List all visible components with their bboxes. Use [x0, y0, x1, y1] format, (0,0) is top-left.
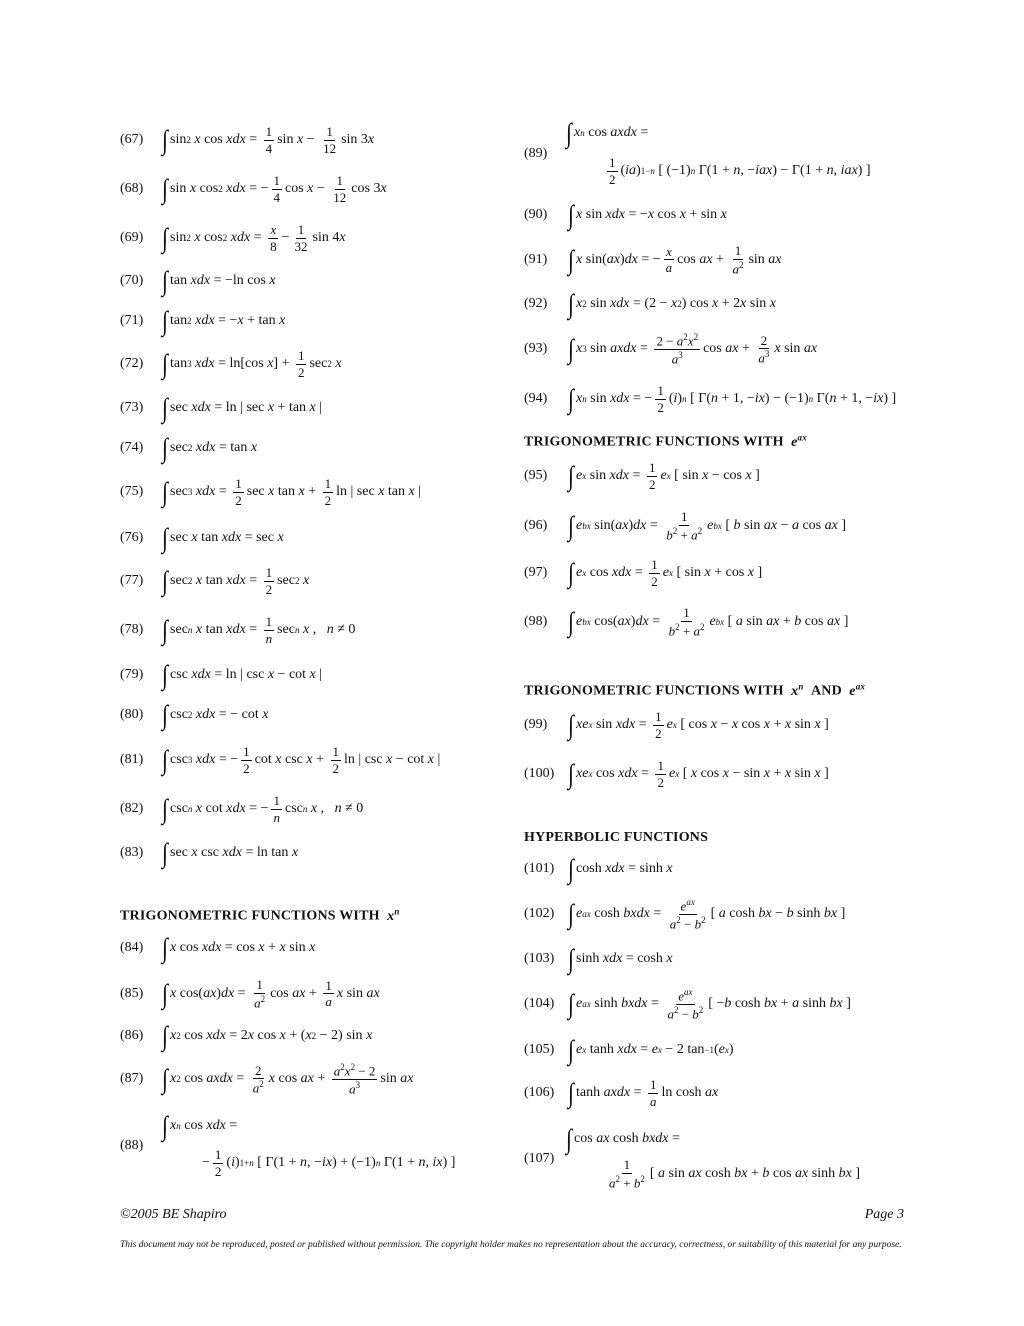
formula-99: (99) ∫ xe x sin xdx = $\frac{1}{2}$ e x [ cos x − x cos x + x sin x ]: [524, 708, 829, 741]
copyright: ©2005 BE Shapiro: [120, 1207, 227, 1222]
formula-number: (72): [120, 356, 144, 372]
formula-92: (92) ∫ x 2 sin xdx = (2 − x 2 ) cos x + 2 x sin x: [524, 287, 776, 319]
formula-89: [524, 146, 568, 162]
formula-102: (102) ∫ e ax cosh bxdx = $\frac{e^{ax}}{a^2 - b^2}$ [ a cosh bx − b sinh bx ]: [524, 897, 846, 932]
formula-85: (85) ∫ x cos( ax ) dx = $\frac{1}{a^2}$ cos ax + $\frac{1}{a}$ x sin ax: [120, 977, 380, 1010]
formula-number: (103): [524, 951, 555, 966]
formula-100: (100) ∫ xe x cos xdx = $\frac{1}{2}$ e x [ x cos x − sin x + x sin x ]: [524, 757, 829, 790]
formula-number: (71): [120, 313, 144, 328]
formula-88: [120, 1138, 162, 1154]
formula-101: (101) ∫ cosh xdx = sinh x: [524, 852, 673, 884]
formula-84: (84) ∫ x cos xdx = cos x + x sin x: [120, 931, 316, 963]
formula-number: (90): [524, 207, 548, 222]
formula-number: (102): [524, 906, 555, 922]
section-heading-trig-eax: TRIGONOMETRIC FUNCTIONS WITH $e^{ax}$: [524, 432, 807, 450]
formula-number: (88): [120, 1138, 144, 1153]
formula-88-line2: − $\frac{1}{2}$ ( i ) 1+n [ Γ(1 + n , − ix ) + (−1) n Γ(1 + n , ix ) ]: [202, 1147, 456, 1179]
formula-86: (86) ∫ x 2 cos xdx = 2 x cos x + ( x 2 − 2) sin x: [120, 1019, 373, 1051]
formula-78: (78) ∫ sec n x tan xdx = $\frac{1}{n}$ sec n x , n ≠ 0: [120, 613, 356, 646]
formula-number: (70): [120, 273, 144, 288]
formula-96: (96) ∫ e bx sin( ax ) dx = $\frac{1}{b^2 + a^2}$ e bx [ b sin ax − a cos ax ]: [524, 509, 847, 542]
formula-68: (68) ∫ sin x cos 2 xdx = − $\frac{1}{4}$ cos x − $\frac{1}{12}$ cos 3 x: [120, 172, 387, 205]
formula-105: (105) ∫ e x tanh xdx = e x − 2 tan −1 ( e x ): [524, 1033, 734, 1065]
formula-number: (75): [120, 484, 144, 500]
formula-number: (79): [120, 667, 144, 682]
formula-89-line2: $\frac{1}{2}$ ( ia ) 1−n [ (−1) n Γ(1 + n , − iax ) − Γ(1 + n , iax ) ]: [609, 155, 871, 187]
formula-90: (90) ∫ x sin xdx = − x cos x + sin x: [524, 198, 727, 230]
formula-number: (67): [120, 132, 144, 148]
formula-67: (67) ∫ sin 2 x cos xdx = $\frac{1}{4}$ sin x − $\frac{1}{12}$ sin 3 x: [120, 123, 375, 156]
formula-74: (74) ∫ sec 2 xdx = tan x: [120, 431, 258, 463]
formula-number: (69): [120, 230, 144, 246]
formula-number: (96): [524, 517, 548, 533]
formula-number: (68): [120, 181, 144, 197]
formula-106: (106) ∫ tanh axdx = $\frac{1}{a}$ ln cosh ax: [524, 1076, 719, 1109]
formula-number: (99): [524, 717, 548, 733]
formula-81: (81) ∫ csc 3 xdx = − $\frac{1}{2}$ cot x csc x + $\frac{1}{2}$ ln | csc x − cot x |: [120, 743, 441, 776]
formula-75: (75) ∫ sec 3 xdx = $\frac{1}{2}$ sec x tan x + $\frac{1}{2}$ ln | sec x tan x |: [120, 475, 422, 508]
formula-103: (103) ∫ sinh xdx = cosh x: [524, 942, 673, 974]
formula-number: (101): [524, 861, 555, 876]
formula-number: (104): [524, 996, 555, 1012]
formula-number: (106): [524, 1085, 555, 1101]
formula-89-line1: ∫ x n cos axdx =: [566, 116, 649, 148]
formula-80: (80) ∫ csc 2 xdx = − cot x: [120, 698, 269, 730]
section-heading-trig-xn: TRIGONOMETRIC FUNCTIONS WITH $x^n$: [120, 906, 400, 924]
formula-77: (77) ∫ sec 2 x tan xdx = $\frac{1}{2}$ sec 2 x: [120, 564, 310, 597]
formula-number: (80): [120, 707, 144, 722]
formula-number: (91): [524, 251, 548, 267]
section-heading-trig-xn-eax: TRIGONOMETRIC FUNCTIONS WITH $x^n$ AND $e^{ax}$: [524, 681, 866, 699]
formula-79: (79) ∫ csc xdx = ln | csc x − cot x |: [120, 658, 323, 690]
formula-number: (81): [120, 752, 144, 768]
formula-number: (78): [120, 622, 144, 638]
formula-number: (97): [524, 565, 548, 581]
formula-72: (72) ∫ tan 3 xdx = ln[cos x ] + $\frac{1}{2}$ sec 2 x: [120, 347, 342, 380]
formula-97: (97) ∫ e x cos xdx = $\frac{1}{2}$ e x [ sin x + cos x ]: [524, 556, 763, 589]
formula-number: (82): [120, 801, 144, 817]
formula-number: (105): [524, 1042, 555, 1057]
formula-number: (89): [524, 146, 548, 161]
formula-number: (87): [120, 1071, 144, 1087]
formula-107: [524, 1151, 568, 1167]
formula-93: (93) ∫ x 3 sin axdx = $\frac{2 - a^2x^2}{a^3}$ cos ax + $\frac{2}{a^3}$ x sin ax: [524, 332, 818, 367]
formula-number: (86): [120, 1028, 144, 1043]
formula-number: (83): [120, 845, 144, 860]
formula-number: (77): [120, 573, 144, 589]
formula-71: (71) ∫ tan 2 xdx = − x + tan x: [120, 304, 286, 336]
formula-76: (76) ∫ sec x tan xdx = sec x: [120, 521, 284, 553]
formula-number: (107): [524, 1151, 555, 1166]
formula-70: (70) ∫ tan xdx = −ln cos x: [120, 264, 276, 296]
formula-number: (95): [524, 468, 548, 484]
formula-number: (92): [524, 296, 548, 311]
formula-104: (104) ∫ e ax sinh bxdx = $\frac{e^{ax}}{a^2 - b^2}$ [ − b cosh bx + a sinh bx ]: [524, 987, 851, 1022]
section-heading-hyperbolic: HYPERBOLIC FUNCTIONS: [524, 830, 709, 845]
formula-number: (74): [120, 440, 144, 455]
formula-number: (76): [120, 530, 144, 545]
page-number: Page 3: [864, 1207, 904, 1222]
disclaimer: This document may not be reproduced, posted or published without permission. The copyright holder makes no representation about the accuracy, correctness, or suitability of this material for any purpose.: [120, 1240, 902, 1250]
formula-107-line2: $\frac{1}{a^2 + b^2}$ [ a sin ax cosh bx + b cos ax sinh bx ]: [609, 1157, 860, 1190]
formula-number: (98): [524, 613, 548, 629]
formula-number: (85): [120, 985, 144, 1001]
formula-91: (91) ∫ x sin( ax ) dx = − $\frac{x}{a}$ cos ax + $\frac{1}{a^2}$ sin ax: [524, 243, 782, 276]
formula-82: (82) ∫ csc n x cot xdx = − $\frac{1}{n}$ csc n x , n ≠ 0: [120, 792, 364, 825]
formula-95: (95) ∫ e x sin xdx = $\frac{1}{2}$ e x [ sin x − cos x ]: [524, 459, 760, 492]
formula-88-line1: ∫ x n cos xdx =: [162, 1109, 238, 1141]
formula-number: (84): [120, 940, 144, 955]
formula-87: (87) ∫ x 2 cos axdx = $\frac{2}{a^2}$ x cos ax + $\frac{a^2x^2 - 2}{a^3}$ sin ax: [120, 1062, 414, 1097]
formula-69: (69) ∫ sin 2 x cos 2 xdx = $\frac{x}{8}$ − $\frac{1}{32}$ sin 4 x: [120, 221, 346, 254]
formula-number: (73): [120, 400, 144, 415]
formula-number: (100): [524, 766, 555, 782]
formula-number: (93): [524, 341, 548, 357]
formula-73: (73) ∫ sec xdx = ln | sec x + tan x |: [120, 391, 323, 423]
formula-94: (94) ∫ x n sin xdx = − $\frac{1}{2}$ ( i ) n [ Γ( n + 1, − ix ) − (−1) n Γ( n + 1, − ix ) ]: [524, 382, 897, 415]
formula-98: (98) ∫ e bx cos( ax ) dx = $\frac{1}{b^2 + a^2}$ e bx [ a sin ax + b cos ax ]: [524, 605, 849, 638]
formula-107-line1: ∫ cos ax cosh bxdx =: [566, 1122, 680, 1154]
formula-83: (83) ∫ sec x csc xdx = ln tan x: [120, 836, 299, 868]
formula-number: (94): [524, 391, 548, 407]
